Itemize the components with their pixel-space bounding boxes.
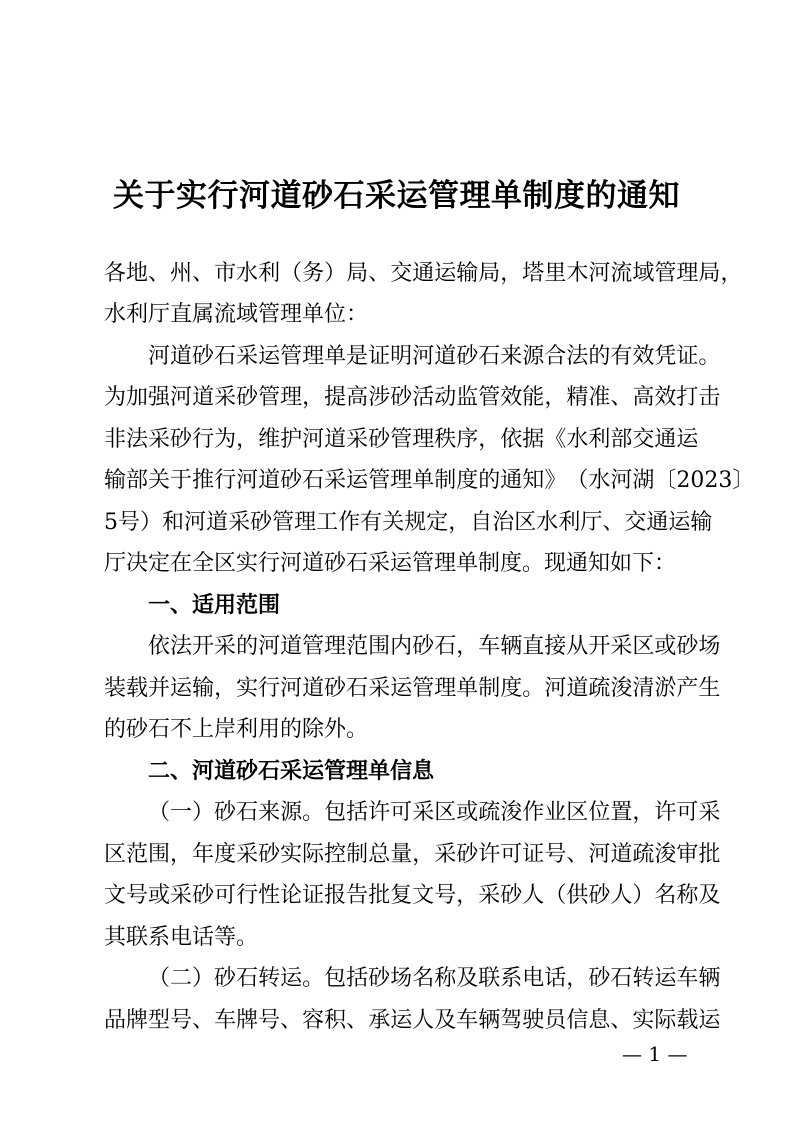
addressee-line: 水利厅直属流域管理单位： [104,302,369,327]
paragraph-line: 文 号 或 采 砂 可 行 性 论 证 报 告 批 复 文 号 ， 采 砂 人 （ 供 砂 人 ） 名 称 及 [104,883,721,908]
document-title: 关于实行河道砂石采运管理单制度的通知 [113,178,680,214]
page-number: — 1 — [622,1042,688,1066]
addressee-line: 各 地 、 州 、 市 水 利 （ 务 ） 局 、 交 通 运 输 局 ， 塔 里 木 河 流 域 管 理 局 ， [104,261,743,286]
paragraph-line: 区 范 围 ， 年 度 采 砂 实 际 控 制 总 量 ， 采 砂 许 可 证 号 、 河 道 疏 浚 审 批 [104,842,721,867]
paragraph-line: （ 一 ） 砂 石 来 源 。 包 括 许 可 采 区 或 疏 浚 作 业 区 位 置 ， 许 可 采 [148,800,721,825]
paragraph-line: 5 号 ） 和 河 道 采 砂 管 理 工 作 有 关 规 定 ， 自 治 区 水 利 厅 、 交 通 运 输 [104,510,713,535]
paragraph-line: 其联系电话等。 [104,925,259,950]
paragraph-line: 非 法 采 砂 行 为 ， 维 护 河 道 采 砂 管 理 秩 序 ， 依 据 《 水 利 部 交 通 运 [104,427,699,452]
paragraph-line: 的砂石不上岸利用的除外。 [104,717,369,742]
paragraph-line: 输 部 关 于 推 行 河 道 砂 石 采 运 管 理 单 制 度 的 通 知 》 （ 水 河 湖 〔 2023 〕 [104,468,755,493]
paragraph-line: 为 加 强 河 道 采 砂 管 理 ， 提 高 涉 砂 活 动 监 管 效 能 ， 精 准 、 高 效 打 击 [104,385,721,410]
paragraph-line: （ 二 ） 砂 石 转 运 。 包 括 砂 场 名 称 及 联 系 电 话 ， 砂 石 转 运 车 辆 [148,966,721,991]
paragraph-line: 河 道 砂 石 采 运 管 理 单 是 证 明 河 道 砂 石 来 源 合 法 的 有 效 凭 证 。 [148,344,721,369]
section-heading: 二、河道砂石采运管理单信息 [148,759,435,784]
section-heading: 一、适用范围 [148,593,281,618]
paragraph-line: 厅决定在全区实行河道砂石采运管理单制度。现通知如下： [104,551,677,576]
paragraph-line: 依 法 开 采 的 河 道 管 理 范 围 内 砂 石 ， 车 辆 直 接 从 开 采 区 或 砂 场 [148,634,721,659]
paragraph-line: 装 载 并 运 输 ， 实 行 河 道 砂 石 采 运 管 理 单 制 度 。 河 道 疏 浚 清 淤 产 生 [104,676,721,701]
paragraph-line: 品 牌 型 号 、 车 牌 号 、 容 积 、 承 运 人 及 车 辆 驾 驶 员 信 息 、 实 际 载 运 [104,1008,721,1033]
